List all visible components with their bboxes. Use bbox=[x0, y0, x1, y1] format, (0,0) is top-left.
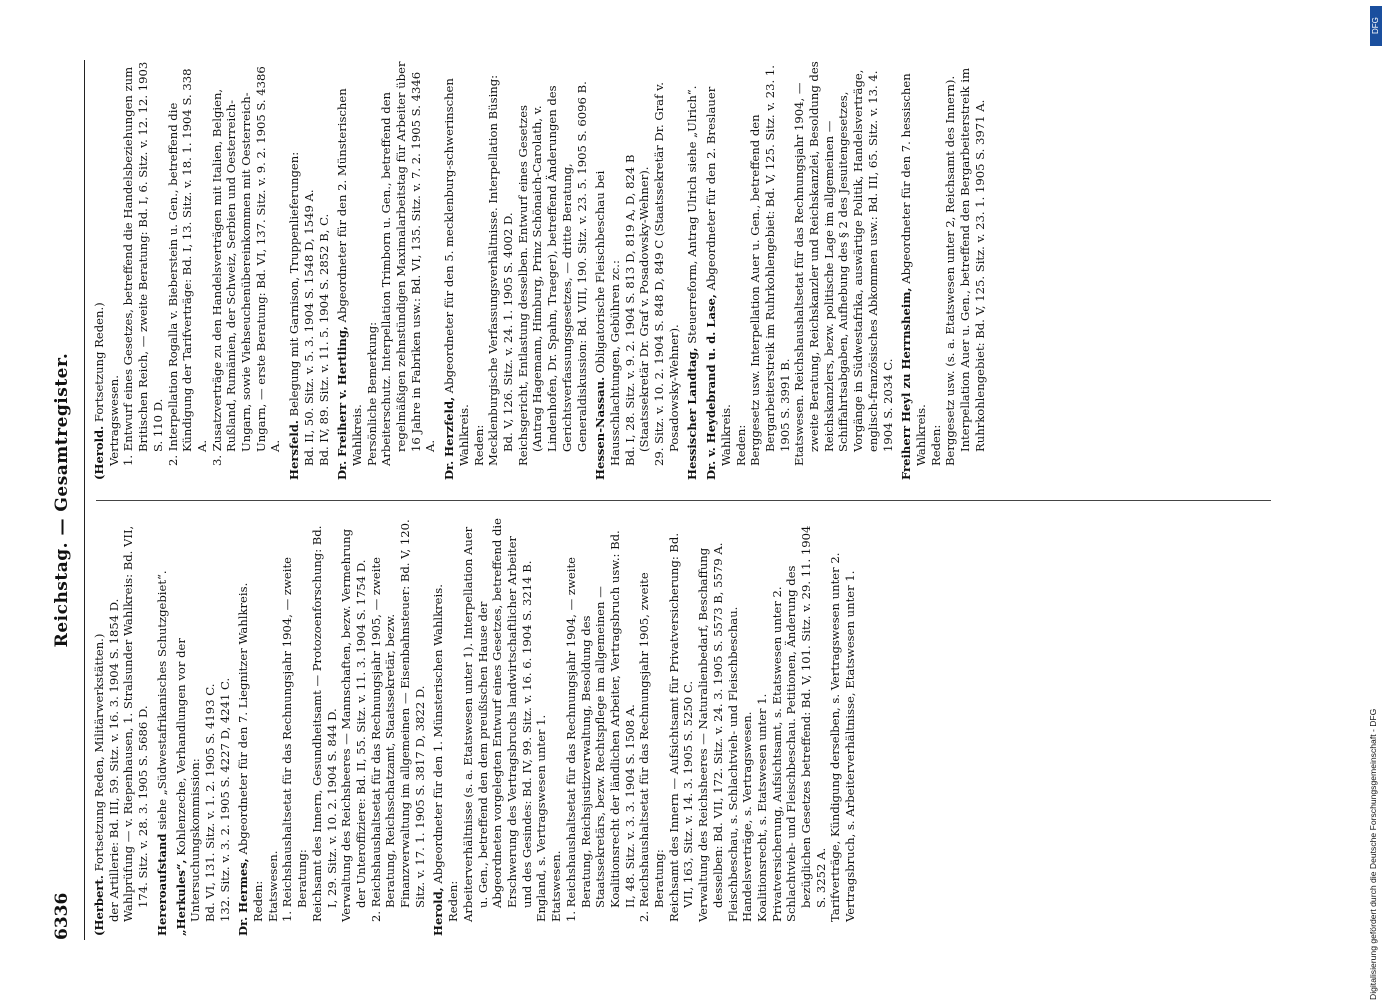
entry-line: Reden: bbox=[446, 880, 461, 922]
entry-line: 29. Sitz. v. 10. 2. 1904 S. 848 D, 849 C (Staatssekretär Dr. Graf v. Posadowsky-Wehner). bbox=[652, 82, 681, 466]
entry-line: Bd. I, 28. Sitz. v. 9. 2. 1904 S. 813 D, 819 A, D, 824 B (Staatssekretär Dr. Graf v. Posadowsky-Wehner). bbox=[622, 154, 652, 466]
entry-line: Abgeordneter für den 5. mecklenburg-schwerinschen Wahlkreis. bbox=[442, 78, 471, 466]
entry-line: Steuerreform, Antrag Ulrich siehe „Ulrich“. bbox=[685, 85, 700, 344]
entry-line: 3. Zusatzverträge zu den Handelsverträgen mit Italien, Belgien, Rußland, Rumänien, der Schweiz, Serbien und Oesterreich-Ungarn, sowie Viehseuchenübereinkommen mit Oesterreich-Ungarn, — erste Beratung: Bd. VI, 137. Sitz. v. 9. 2. 1905 S. 4386 A. bbox=[209, 66, 283, 466]
entry-line: Verwaltung des Reichsheeres — Mannschaften, bezw. Vermehrung der Unteroffiziere: Bd. II, 55. Sitz. v. 11. 3. 1904 S. 1754 D. bbox=[339, 528, 368, 922]
entry-line: Tarifverträge, Kündigung derselben, s. Vertragswesen unter 2. bbox=[828, 552, 843, 922]
entry-line: Berggesetz usw. Interpellation Auer u. Gen., betreffend den Bergarbeiterstreik im Ruhrkohlengebiet: Bd. V, 125. Sitz. v. 23. 1. 1905 S. 3991 B. bbox=[748, 65, 792, 466]
entry-line: Fleischbeschau, s. Schlachtvieh- und Fleischbeschau. bbox=[725, 606, 740, 922]
entry-line: Belegung mit Garnison, Truppenlieferungen: bbox=[287, 151, 302, 417]
register-entry bbox=[236, 516, 427, 936]
entry-heading: (Herold. bbox=[92, 425, 106, 480]
entry-line: Etatswesen. bbox=[549, 850, 564, 922]
entry-heading: Freiherr Heyl zu Herrnsheim, bbox=[899, 287, 914, 480]
entry-line: Verwaltung des Reichsheeres — Naturalienbedarf, Beschaffung desselben: Bd. VII, 172. Sitz. v. 24. 3. 1905 S. 5573 B, 5579 A. bbox=[696, 542, 725, 922]
dfg-logo: DFG bbox=[1370, 6, 1382, 46]
register-entry bbox=[92, 60, 283, 480]
entry-line: 1. Reichshaushaltsetat für das Rechnungsjahr 1904, — zweite Beratung: bbox=[280, 557, 310, 922]
register-entry bbox=[704, 60, 895, 480]
register-entry bbox=[899, 60, 987, 480]
digitization-credit: Digitalisierung gefördert durch die Deutsche Forschungsgemeinschaft - DFG bbox=[1368, 708, 1378, 1000]
entry-line: Reichsgericht, Entlastung desselben. Entwurf eines Gesetzes (Antrag Hagemann, Himburg, Prinz Schönaich-Carolath, v. Lindenhofen, Dr. Spahn, Traeger), betreffend Änderungen des Gerichtsverfassungsgesetzes, — dritte Beratung, Generaldiskussion: Bd. VIII, 190. Sitz. v. 23. 5. 1905 S. 6096 B. bbox=[515, 81, 589, 466]
entry-line: Reichsamt des Innern, Gesundheitsamt — Protozoenforschung: Bd. I, 29. Sitz. v. 10. 2. 1904 S. 844 D. bbox=[309, 525, 339, 922]
entry-line: siehe „Südwestafrikanisches Schutzgebiet“. bbox=[154, 570, 169, 830]
column-divider bbox=[96, 500, 1271, 501]
page-header bbox=[46, 60, 80, 940]
entry-line: Vertragsbruch, s. Arbeiterverhältnisse, Etatswesen unter 1. bbox=[843, 570, 858, 922]
entry-heading: Dr. v. Heydebrand u. d. Lase, bbox=[704, 294, 719, 480]
entry-heading: Dr. Hermes, bbox=[236, 858, 251, 936]
entry-line: Bd. IV, 89. Sitz. v. 11. 5. 1904 S. 2852 B, C. bbox=[316, 213, 331, 466]
entry-line: Obligatorische Fleischbeschau bei Hausschlachtungen, Gebühren zc.: bbox=[593, 170, 622, 466]
register-entry bbox=[431, 516, 857, 936]
entry-line: 2. Reichshaushaltsetat für das Rechnungsjahr 1905, — zweite Beratung, Reichsschatzamt, Staatssekretär, bezw. Finanzverwaltung im allgemeinen — Eisenbahnsteuer: Bd. V, 120. Sitz. v. 17. 1. 1905 S. 3817 D, 3822 D. bbox=[368, 519, 427, 922]
entry-line: Abgeordneter für den 7. Liegnitzer Wahlkreis. bbox=[236, 582, 251, 855]
entry-line: England, s. Vertragswesen unter 1. bbox=[534, 714, 549, 922]
entry-line: Etatswesen. Reichshaushaltsetat für das Rechnungsjahr 1904, — zweite Beratung, Reichskanzler und Reichskanzlei, Besoldung des Reichskanzlers, bezw. politische Lage im allgemeinen — Schiffahrtsabgaben, Aufhebung des § 2 des Jesuitengesetzes, Vorgänge in Südwestafrika, auswärtige Politik, Handelsverträge, englisch-französisches Abkommen usw.: Bd. III, 65. Sitz. v. 13. 4. 1904 S. 2034 C. bbox=[792, 61, 895, 466]
entry-line: Abgeordneter für den 2. Breslauer Wahlkreis. bbox=[704, 86, 733, 466]
register-entry bbox=[442, 60, 589, 480]
entry-line: 1. Reichshaushaltsetat für das Rechnungsjahr 1904, — zweite Beratung, Reichsjustizverwaltung, Besoldung des Staatssekretärs, bezw. Rechtspflege im allgemeinen — Koalitionsrecht der ländlichen Arbeiter, Vertragsbruch usw.: Bd. II, 48. Sitz. v. 3. 3. 1904 S. 1508 A. bbox=[563, 530, 637, 922]
entry-heading: Dr. Herzfeld, bbox=[442, 396, 457, 480]
entry-line: 1. Entwurf eines Gesetzes, betreffend die Handelsbeziehungen zum Britischen Reich, — zweite Beratung: Bd. I, 6. Sitz. v. 12. 12. 1903 S. 110 D. bbox=[121, 61, 165, 466]
entry-heading: Dr. Freiherr v. Hertling, bbox=[335, 326, 350, 480]
entry-line: Reden: bbox=[733, 424, 748, 466]
entry-line: 2. Reichshaushaltsetat für das Rechnungsjahr 1905, zweite Beratung: bbox=[637, 572, 667, 922]
entry-line: Abgeordneter für den 2. Münsterischen Wahlkreis. bbox=[335, 88, 364, 466]
register-entry bbox=[92, 516, 151, 936]
entry-line: Abgeordneter für den 7. hessischen Wahlkreis. bbox=[899, 73, 928, 466]
register-entry bbox=[335, 60, 438, 480]
header-rule bbox=[84, 60, 85, 940]
entry-line: Arbeiterschutz. Interpellation Trimborn u. Gen., betreffend den regelmäßigen zehnstündigen Maximalarbeitstag für Arbeiter über 16 Jahre in Fabriken usw.: Bd. VI, 135. Sitz. v. 7. 2. 1905 S. 4346 A. bbox=[379, 61, 438, 466]
entry-line: Bd. II, 50. Sitz. v. 5. 3. 1904 S. 1548 D, 1549 A. bbox=[301, 189, 316, 466]
register-entry bbox=[155, 516, 170, 936]
entry-line: 2. Interpellation Rogalla v. Bieberstein u. Gen., betreffend die Kündigung der Tarifverträge: Bd. I, 13. Sitz. v. 18. 1. 1904 S. 338 A. bbox=[165, 68, 209, 466]
entry-heading: Hessischer Landtag, bbox=[685, 347, 700, 480]
entry-line: Koalitionsrecht, s. Etatswesen unter 1. bbox=[754, 693, 769, 922]
entry-line: Persönliche Bemerkung: bbox=[364, 321, 379, 466]
entry-line: Schlachtvieh- und Fleischbeschau. Petitionen, Änderung des bezüglichen Gesetzes betreffend: Bd. V, 101. Sitz. v. 29. 11. 1904 S. 3252 A. bbox=[784, 525, 828, 922]
entry-line: Mecklenburgische Verfassungsverhältnisse. Interpellation Büsing: Bd. V, 126. Sitz. v. 24. 1. 1905 S. 4002 D. bbox=[486, 74, 515, 466]
entry-line: Fortsetzung Reden, Militärwerkstätten.) bbox=[92, 633, 106, 872]
entry-line: Arbeiterverhältnisse (s. a. Etatswesen unter 1). Interpellation Auer u. Gen., betreffend den dem preußischen Hause der Abgeordneten vorgelegten Entwurf eines Gesetzes, betreffend die Erschwerung des Vertragsbruchs landwirtschaftlicher Arbeiter und des Gesindes: Bd. IV, 99. Sitz. v. 16. 6. 1904 S. 3214 B. bbox=[460, 518, 534, 922]
entry-heading: Herold, bbox=[431, 887, 446, 936]
entry-line: Reichsamt des Innern — Aufsichtsamt für Privatversicherung: Bd. VII, 163, Sitz. v. 14. 3. 1905 S. 5250 C. bbox=[666, 532, 696, 922]
entry-heading: „Herkules“, bbox=[173, 859, 188, 936]
register-entry bbox=[593, 60, 681, 480]
entry-heading: Hereroaufstand bbox=[154, 833, 169, 936]
register-entry bbox=[287, 60, 331, 480]
entry-line: Vertragswesen. bbox=[106, 375, 121, 466]
entry-line: Wahlprüfung — v. Riepenhausen, 1. Stralsunder Wahlkreis: Bd. VII, 174. Sitz. v. 28. 3. 1905 S. 5686 D. bbox=[121, 525, 151, 922]
entry-line: der Artillerie: Bd. III, 59. Sitz. v. 16. 3. 1904 S. 1854 D. bbox=[106, 598, 121, 922]
entry-line: Etatswesen. bbox=[265, 850, 280, 922]
register-entry bbox=[685, 60, 700, 480]
entry-line: Fortsetzung Reden.) bbox=[92, 302, 106, 423]
entry-line: Reden: bbox=[251, 880, 266, 922]
entry-line: Reden: bbox=[928, 424, 943, 466]
entry-heading: Hessen-Nassau. bbox=[593, 376, 608, 480]
entry-heading: (Herbert. bbox=[92, 875, 106, 936]
entry-line: Reden: bbox=[471, 424, 486, 466]
entry-line: Handelsverträge, s. Vertragswesen. bbox=[740, 711, 755, 922]
entry-line: Berggesetz usw. (s. a. Etatswesen unter 2, Reichsamt des Innern). Interpellation Auer u. Gen., betreffend den Bergarbeiterstreik im Ruhrkohlengebiet: Bd. V, 125. Sitz. v. 23. 1. 1905 S. 3971 A. bbox=[943, 67, 987, 466]
register-entry bbox=[174, 516, 233, 936]
entry-line: Kohlenzeche, Verhandlungen vor der Untersuchungskommission: bbox=[173, 638, 203, 922]
right-column bbox=[92, 60, 991, 480]
entry-line: Abgeordneter für den 1. Münsterischen Wahlkreis. bbox=[431, 584, 446, 884]
entry-heading: Hersfeld. bbox=[287, 420, 302, 480]
left-column bbox=[92, 516, 862, 936]
entry-line: Privatversicherung, Aufsichtsamt, s. Etatswesen unter 2. bbox=[769, 586, 784, 922]
page-title: Reichstag. — Gesamtregister. bbox=[52, 352, 72, 648]
page-number: 6336 bbox=[52, 892, 72, 940]
entry-line: Bd. VI, 131. Sitz. v. 1. 2. 1905 S. 4193 C. bbox=[202, 683, 217, 922]
entry-line: 132. Sitz. v. 3. 2. 1905 S. 4227 D, 4241 C. bbox=[217, 677, 232, 922]
